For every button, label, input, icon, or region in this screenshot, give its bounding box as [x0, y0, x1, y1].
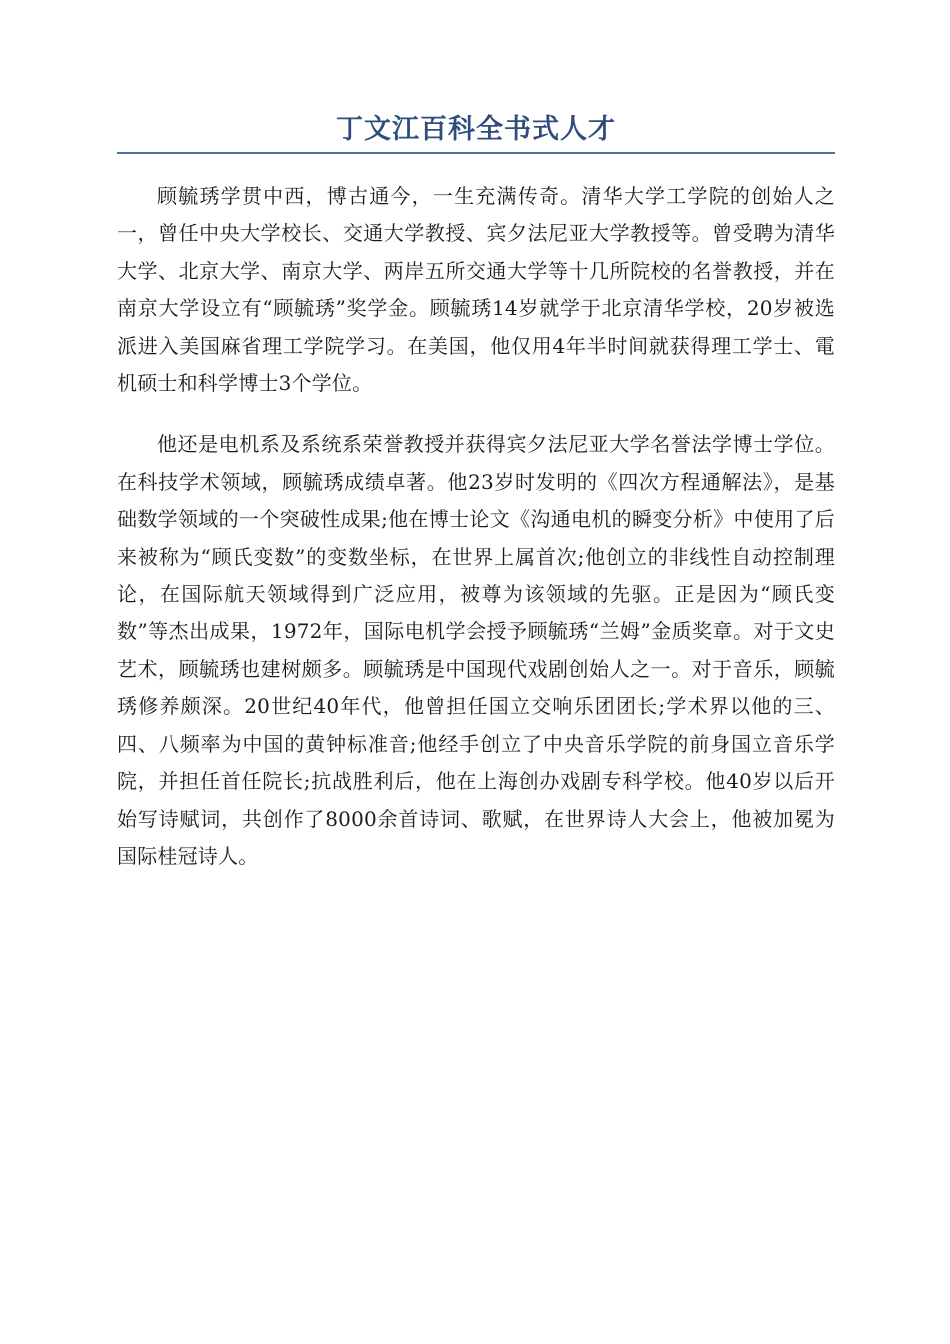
document-page [117, 110, 835, 899]
body-paragraph: 顾毓琇学贯中西，博古通今，一生充满传奇。清华大学工学院的创始人之一，曾任中央大学校长、交通大学教授、宾夕法尼亚大学教授等。曾受聘为清华大学、北京大学、南京大学、两岸五所交通大学等十几所院校的名誉教授，并在南京大学设立有“顾毓琇”奖学金。顾毓琇14岁就学于北京清华学校，20岁被选派进入美国麻省理工学院学习。在美国，他仅用4年半时间就获得理工学士、電机硕士和科学博士3个学位。 [117, 184, 835, 396]
document-title: 丁文江百科全书式人才 [336, 114, 616, 145]
body-paragraph: 他还是电机系及系统系荣誉教授并获得宾夕法尼亚大学名誉法学博士学位。在科技学术领域，顾毓琇成绩卓著。他23岁时发明的《四次方程通解法》，是基础数学领域的一个突破性成果;他在博士论文《沟通电机的瞬变分析》中使用了后来被称为“顾氏变数”的变数坐标，在世界上属首次;他创立的非线性自动控制理论，在国际航天领域得到广泛应用，被尊为该领域的先驱。正是因为“顾氏变数”等杰出成果，1972年，国际电机学会授予顾毓琇“兰姆”金质奖章。对于文史艺术，顾毓琇也建树颇多。顾毓琇是中国现代戏剧创始人之一。对于音乐，顾毓琇修养颇深。20世纪40年代，他曾担任国立交响乐团团长;学术界以他的三、四、八频率为中国的黄钟标准音;他经手创立了中央音乐学院的前身国立音乐学院，并担任首任院长;抗战胜利后，他在上海创办戏剧专科学校。他40岁以后开始写诗赋词，共创作了8000余首诗词、歌赋，在世界诗人大会上，他被加冕为国际桂冠诗人。 [117, 432, 835, 868]
title-underline [117, 152, 835, 154]
